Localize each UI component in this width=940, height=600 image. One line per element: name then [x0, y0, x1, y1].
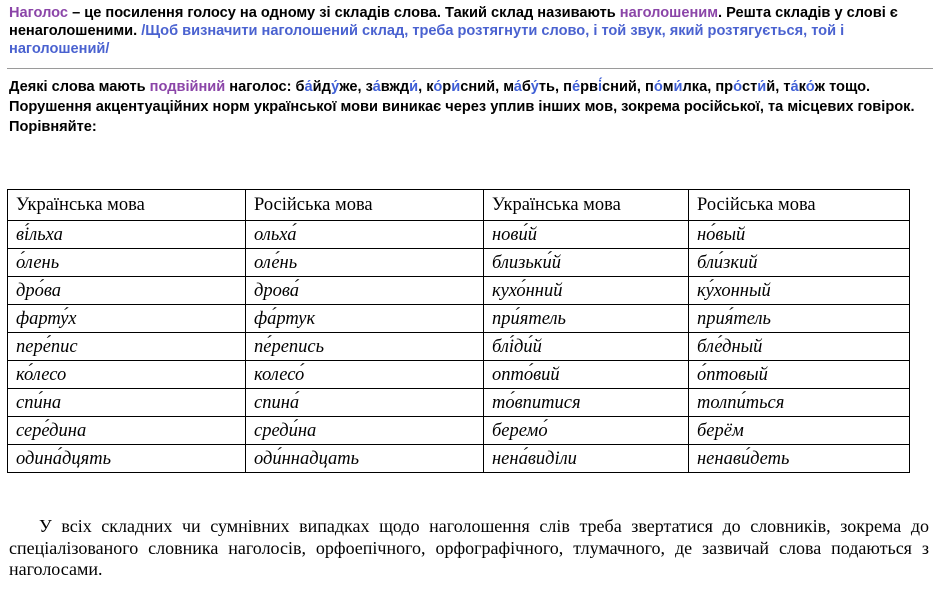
word-part: пр — [715, 79, 734, 95]
stressed-letter: и́ — [673, 79, 683, 95]
double-stress-word — [563, 79, 637, 95]
stressed-letter: у́ — [331, 79, 340, 95]
intro-definition-1: – це посилення голосу на одному зі складів слова. Такий склад називають — [68, 5, 620, 21]
table-row — [8, 249, 910, 277]
table-cell: спина́ — [246, 389, 484, 417]
term-double: подвійний — [149, 79, 226, 95]
table-row — [8, 333, 910, 361]
table-cell: ку́хонный — [689, 277, 910, 305]
word-part: р — [442, 79, 452, 95]
word-part: м — [503, 79, 514, 95]
word-part: к — [798, 79, 806, 95]
table-cell: прия́тель — [689, 305, 910, 333]
word-part: п — [645, 79, 654, 95]
word-part: б — [295, 79, 305, 95]
table-cell: беремо́ — [484, 417, 689, 445]
notes-section — [9, 77, 929, 137]
table-cell: опто́вий — [484, 361, 689, 389]
table-cell: ко́лесо — [8, 361, 246, 389]
table-cell: кухо́нний — [484, 277, 689, 305]
compare-label: Порівняйте: — [9, 119, 97, 135]
table-cell: одина́дцять — [8, 445, 246, 473]
table-body — [8, 190, 910, 473]
table-cell: нена́виділи — [484, 445, 689, 473]
word-part: м — [662, 79, 674, 95]
table-cell: при́ятель — [484, 305, 689, 333]
table-cell: оди́ннадцать — [246, 445, 484, 473]
table-cell: спи́на — [8, 389, 246, 417]
word-part: к — [426, 79, 434, 95]
table-cell: близьки́й — [484, 249, 689, 277]
stressed-letter: е́ — [571, 79, 581, 95]
table-cell: бле́дный — [689, 333, 910, 361]
table-cell: блі́ди́й — [484, 333, 689, 361]
word-part: з — [365, 79, 373, 95]
table-cell: ненави́деть — [689, 445, 910, 473]
table-cell: о́лень — [8, 249, 246, 277]
word-part: вжд — [380, 79, 410, 95]
stressed-letter: и́ — [409, 79, 419, 95]
word-part: й — [766, 79, 776, 95]
table-header-row — [8, 190, 910, 221]
double-stress-word — [366, 79, 419, 95]
double-stress-word — [503, 79, 555, 95]
double-stress-words: ба́йду́же, за́вжди́, ко́ри́сний, ма́бу́ть, пе́рві́сний, по́ми́лка, про́сти́й, та́ко́ж — [295, 79, 826, 95]
table-cell: фарту́х — [8, 305, 246, 333]
double-stress-word — [783, 79, 825, 95]
stressed-letter: о́ — [653, 79, 663, 95]
stressed-letter: о́ — [805, 79, 815, 95]
stressed-letter: о́ — [733, 79, 742, 95]
double-stress-word — [296, 79, 358, 95]
table-row — [8, 277, 910, 305]
table-cell: бли́зкий — [689, 249, 910, 277]
table-cell: дро́ва — [8, 277, 246, 305]
table-cell: пе́репись — [246, 333, 484, 361]
word-part: ст — [742, 79, 758, 95]
word-part: ж — [814, 79, 826, 95]
table-row — [8, 445, 910, 473]
table-cell: дрова́ — [246, 277, 484, 305]
double-stress-lead: Деякі слова мають — [9, 79, 150, 95]
table-cell: среди́на — [246, 417, 484, 445]
table-row — [8, 221, 910, 249]
double-stress-line — [9, 77, 929, 97]
table-cell: сере́дина — [8, 417, 246, 445]
table-row — [8, 361, 910, 389]
table-header-cell: Російська мова — [246, 190, 484, 221]
stressed-letter: о́ — [433, 79, 443, 95]
double-stress-colon: наголос: — [225, 79, 296, 95]
intro-hint: /Щоб визначити наголошений склад, треба розтягнути слово, і той звук, який розтягується, той і наголошений/ — [9, 23, 845, 57]
table-header-cell: Російська мова — [689, 190, 910, 221]
word-part: сний — [602, 79, 637, 95]
violation-text: Порушення акцентуаційних норм української мови виникає через уплив інших мов, зокрема російської, та місцевих говірок. — [9, 99, 915, 115]
table-cell: но́вый — [689, 221, 910, 249]
word-part: б — [521, 79, 531, 95]
stressed-letter: а́ — [513, 79, 522, 95]
intro-paragraph — [9, 4, 929, 58]
table-cell: фа́ртук — [246, 305, 484, 333]
intro-definition-2: . Решта складів у слові є ненаголошеними. — [9, 5, 898, 39]
stressed-letter: а́ — [304, 79, 313, 95]
term-stressed: наголошеним — [619, 5, 719, 21]
term-nagolos: Наголос — [9, 5, 69, 21]
stressed-letter: у́ — [530, 79, 539, 95]
outro-paragraph: У всіх складних чи сумнівних випадках щодо наголошення слів треба звертатися до словників, зокрема до спеціалізованого словника наголосів, орфоепічного, орфографічного, тлумачного, де зазвичай слова подаються з наголосами. — [9, 516, 929, 579]
table-cell: оле́нь — [246, 249, 484, 277]
table-cell: берём — [689, 417, 910, 445]
word-part: рв — [580, 79, 598, 95]
table-cell: ольха́ — [246, 221, 484, 249]
word-part: йд — [312, 79, 332, 95]
double-stress-word — [645, 79, 707, 95]
word-part: п — [563, 79, 572, 95]
table-row — [8, 417, 910, 445]
word-part: т — [783, 79, 791, 95]
stressed-letter: і́ — [597, 79, 603, 95]
double-stress-word — [715, 79, 775, 95]
stressed-letter: и́ — [757, 79, 767, 95]
table-cell: нови́й — [484, 221, 689, 249]
divider-line — [7, 68, 933, 69]
table-row — [8, 305, 910, 333]
word-part: же — [339, 79, 358, 95]
table-cell: о́птовый — [689, 361, 910, 389]
table-cell: пере́пис — [8, 333, 246, 361]
double-stress-word — [426, 79, 495, 95]
table-cell: колесо́ — [246, 361, 484, 389]
stressed-letter: а́ — [372, 79, 381, 95]
table-header-cell: Українська мова — [8, 190, 246, 221]
table-cell: ві́льха — [8, 221, 246, 249]
table-cell: то́впитися — [484, 389, 689, 417]
word-part: сний — [460, 79, 496, 95]
stress-comparison-table — [7, 189, 910, 473]
double-stress-end: тощо. — [825, 79, 871, 95]
table-cell: толпи́ться — [689, 389, 910, 417]
stressed-letter: и́ — [451, 79, 461, 95]
word-part: ть — [538, 79, 555, 95]
word-part: лка — [682, 79, 708, 95]
table-row — [8, 389, 910, 417]
table-header-cell: Українська мова — [484, 190, 689, 221]
stressed-letter: а́ — [790, 79, 799, 95]
